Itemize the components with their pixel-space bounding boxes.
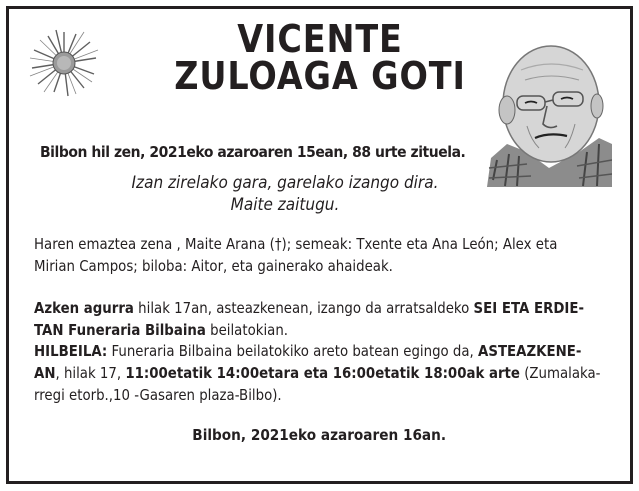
vigil-line3: rregi etorb.,10 -Gasaren plaza-Bilbo). (34, 386, 282, 404)
vigil-text1: beilatokiko areto batean egingo da, (232, 342, 479, 360)
vigil-text3: (Zumalaka- (519, 364, 601, 382)
service-time: SEI ETA ERDIE- (473, 299, 585, 317)
portrait-photo (487, 40, 612, 187)
vigil-line1 (34, 340, 584, 362)
deceased-first-name: VICENTE (237, 17, 403, 61)
deceased-surnames: ZULOAGA GOTI (174, 54, 466, 98)
funeral-service-paragraph (34, 297, 584, 341)
service-time-venue: TAN Funeraria Bilbaina (34, 321, 206, 339)
vigil-day-end: AN (34, 364, 56, 382)
death-statement: Bilbon hil zen, 2021eko azaroaren 15ean, 88 urte zituela. (40, 143, 466, 161)
family-line1: Haren emaztea zena , Maite Arana (†); semeak: Txente eta Ana León; Alex eta (34, 235, 558, 253)
service-line1 (34, 297, 584, 319)
farewell-label: Azken agurra (34, 299, 134, 317)
vigil-line2 (34, 362, 601, 384)
memorial-quote-line2: Maite zaitugu. (230, 195, 340, 215)
vigil-text2: , hilak 17, (55, 364, 126, 382)
family-members-paragraph (34, 233, 584, 277)
vigil-paragraph (34, 340, 601, 406)
service-line2 (34, 319, 584, 341)
service-text1: hilak 17an, asteazkenean, izango da arratsaldeko (133, 299, 474, 317)
vigil-label: HILBEILA: (34, 342, 108, 360)
memorial-quote-line1: Izan zirelako gara, garelako izango dira. (131, 173, 439, 193)
vigil-hours: 11:00etatik 14:00etara eta 16:00etatik 18:00ak arte (125, 364, 520, 382)
closing-place-date (0, 426, 639, 444)
closing-text: Bilbon, 2021eko azaroaren 16an. (192, 426, 447, 444)
family-line2: Mirian Campos; biloba: Aitor, eta gainerako ahaideak. (34, 257, 393, 275)
vigil-venue: Funeraria Bilbaina (107, 342, 233, 360)
service-text2: beilatokian. (205, 321, 289, 339)
thistle-emblem-icon (28, 28, 100, 98)
vigil-day: ASTEAZKENE- (478, 342, 582, 360)
